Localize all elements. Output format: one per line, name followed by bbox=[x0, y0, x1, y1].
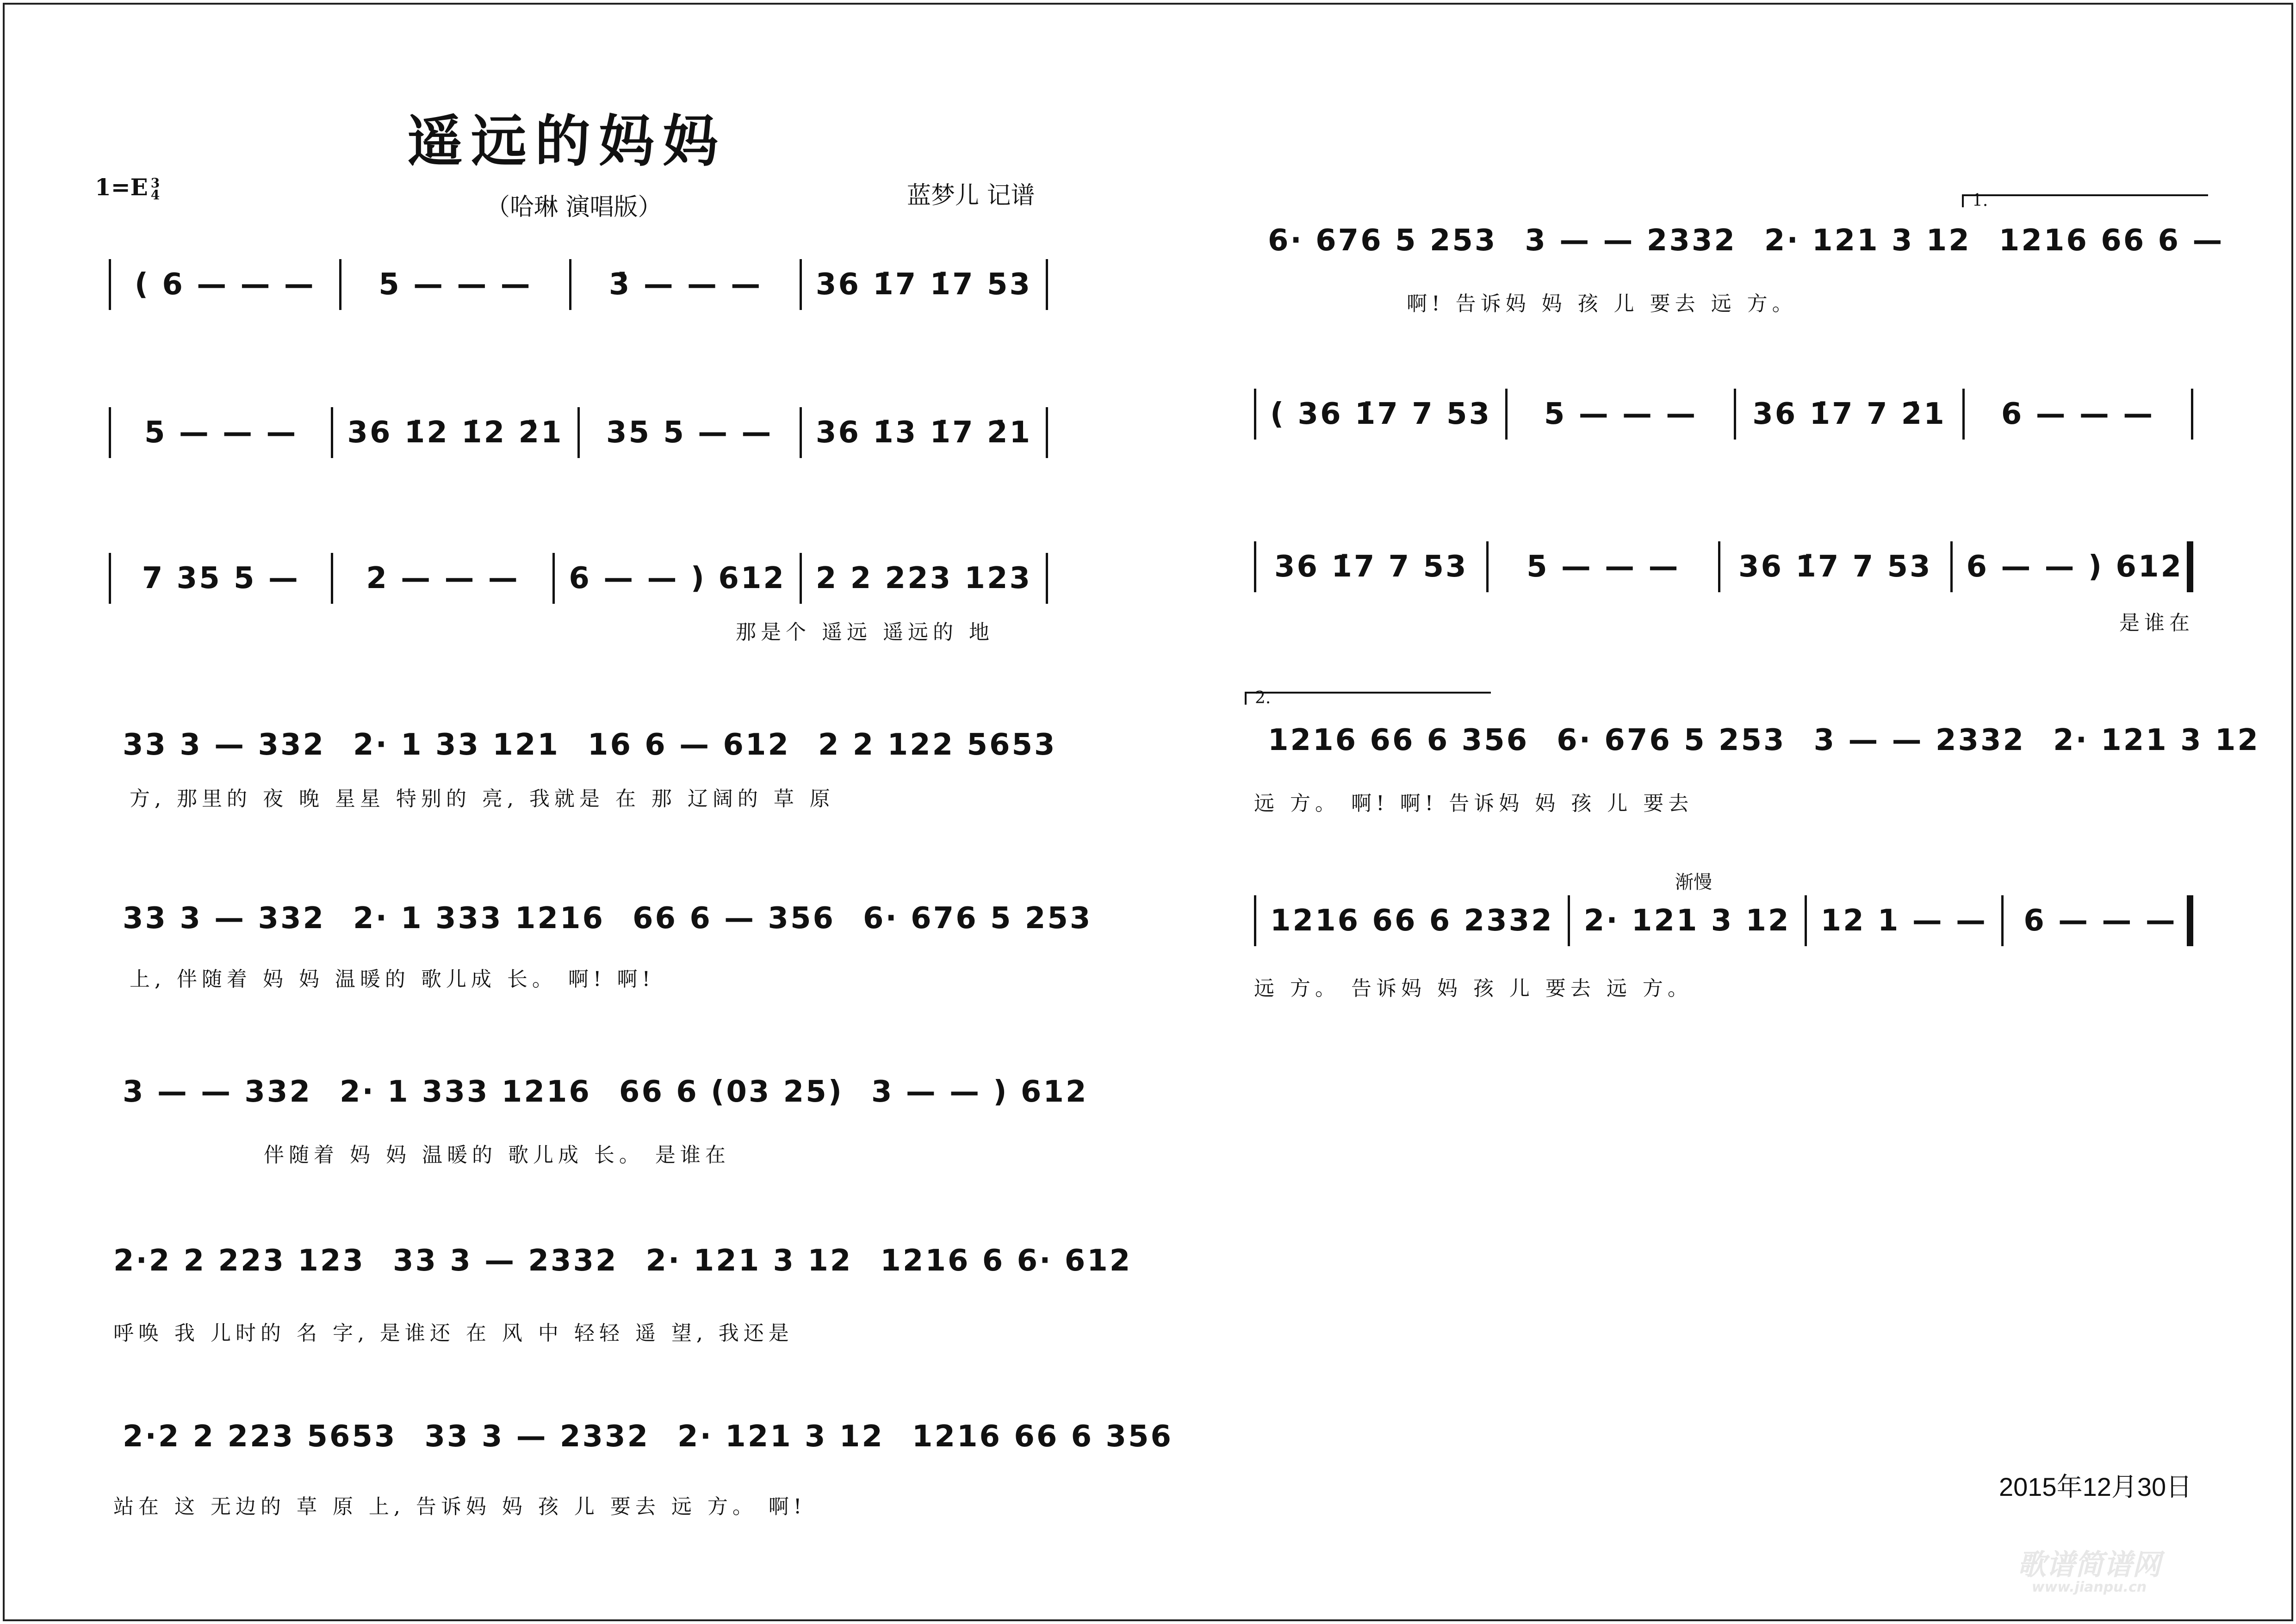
barline bbox=[109, 259, 111, 310]
watermark-url: www.jianpu.cn bbox=[2031, 1579, 2147, 1595]
measure: 2· 1 33 121 bbox=[353, 728, 560, 762]
measure: ( 6 — — — bbox=[134, 267, 316, 302]
transcriber: 蓝梦儿 记谱 bbox=[907, 182, 1035, 210]
tempo-mark: 渐慢 bbox=[1675, 872, 1712, 893]
measure: 35 5 — — bbox=[606, 415, 773, 450]
left-line-4 bbox=[95, 719, 1062, 789]
lyrics-line: 远 方。 啊! 啊! 告诉妈 妈 孩 儿 要去 bbox=[1254, 792, 1694, 815]
right-line-2-notes bbox=[1240, 389, 2207, 440]
measure: 6· 676 5 253 bbox=[1268, 223, 1497, 258]
lyrics-line: 啊! 告诉妈 妈 孩 儿 要去 远 方。 bbox=[1407, 292, 1797, 316]
measure: 2 — — — bbox=[366, 561, 520, 595]
right-line-1 bbox=[1240, 215, 2224, 285]
left-line-3-notes bbox=[95, 553, 1062, 604]
measure: 6 — — ) 612 bbox=[1966, 550, 2183, 584]
barline bbox=[800, 553, 802, 604]
lyrics-line: 伴随着 妈 妈 温暖的 歌儿成 长。 是谁在 bbox=[264, 1143, 730, 1167]
repeat-end bbox=[2187, 541, 2193, 592]
measure: 36 1̇7 7 53 bbox=[1274, 550, 1468, 584]
measure: 2· 121 3 12 bbox=[677, 1419, 884, 1454]
barline bbox=[339, 259, 341, 310]
barline bbox=[331, 553, 333, 604]
barline bbox=[1505, 389, 1508, 440]
time-signature bbox=[151, 177, 160, 201]
measure: 2 2 223 123 bbox=[815, 561, 1032, 595]
barline bbox=[1254, 895, 1256, 946]
measure: 36 1̇7 7 53 bbox=[1738, 550, 1932, 584]
measure: 33 3 — 332 bbox=[123, 728, 326, 762]
measure: 3 — — 2332 bbox=[1525, 223, 1737, 258]
barline bbox=[569, 259, 571, 310]
measure: 5 — — — bbox=[1544, 397, 1698, 431]
left-line-6-notes bbox=[95, 1066, 1088, 1117]
lyrics-line: 呼唤 我 儿时的 名 字, 是谁还 在 风 中 轻轻 遥 望, 我还是 bbox=[113, 1321, 794, 1345]
measure: 2· 1 333 1216 bbox=[339, 1075, 591, 1109]
measure: 1216 66 6 356 bbox=[1268, 723, 1529, 757]
measure: 12 1 — — bbox=[1820, 904, 1987, 938]
barline bbox=[331, 407, 333, 458]
barline bbox=[800, 407, 802, 458]
left-line-4-notes bbox=[95, 719, 1062, 770]
measure: 1216 66 6 2332 bbox=[1270, 904, 1554, 938]
measure: 5 — — — bbox=[144, 415, 298, 450]
measure: 2·2 2 223 123 bbox=[113, 1244, 365, 1278]
measure: 5 — — — bbox=[379, 267, 532, 302]
measure: 3 — — 332 bbox=[123, 1075, 312, 1109]
right-line-3 bbox=[1240, 541, 2207, 611]
measure: 1216 6 6· 612 bbox=[880, 1244, 1132, 1278]
measure: 2· 121 3 12 bbox=[1764, 223, 1971, 258]
barline bbox=[1805, 895, 1807, 946]
measure: 6 — — — bbox=[2023, 904, 2177, 938]
left-line-1 bbox=[95, 259, 1062, 329]
measure: 3̇ — — — bbox=[608, 267, 763, 302]
measure: 7 35 5 — bbox=[142, 561, 300, 595]
measure: 2· 121 3 12 bbox=[1583, 904, 1791, 938]
measure: 16 6 — 612 bbox=[587, 728, 790, 762]
barline bbox=[1950, 541, 1953, 592]
left-line-1-notes bbox=[95, 259, 1062, 310]
barline bbox=[1962, 389, 1965, 440]
left-line-5 bbox=[95, 893, 1092, 962]
barline bbox=[2001, 895, 2004, 946]
right-line-1-notes bbox=[1240, 215, 2224, 266]
measure: 66 6 (03 25) bbox=[619, 1075, 844, 1109]
measure: 33 3 — 2332 bbox=[424, 1419, 650, 1454]
measure: 5 — — — bbox=[1527, 550, 1680, 584]
barline bbox=[1046, 407, 1048, 458]
left-line-8 bbox=[95, 1411, 1173, 1481]
volta-1: 1. bbox=[1962, 194, 2208, 207]
measure: 2· 121 3 12 bbox=[2053, 723, 2260, 757]
barline bbox=[1254, 541, 1256, 592]
measure: 6· 676 5 253 bbox=[863, 901, 1092, 936]
measure: 6 — — ) 612 bbox=[569, 561, 786, 595]
measure: ( 36 1̇7 7 53 bbox=[1270, 397, 1492, 431]
measure: 6· 676 5 253 bbox=[1557, 723, 1786, 757]
right-line-4 bbox=[1240, 715, 2260, 784]
left-line-3 bbox=[95, 553, 1062, 622]
key-label: 1=E bbox=[95, 174, 148, 201]
lyrics-line: 上, 伴随着 妈 妈 温暖的 歌儿成 长。 啊! 啊! bbox=[130, 967, 655, 991]
measure: 66 6 — 356 bbox=[632, 901, 835, 936]
measure: 33 3 — 2332 bbox=[392, 1244, 618, 1278]
barline bbox=[109, 407, 111, 458]
measure: 1216 66 6 — bbox=[1998, 223, 2224, 258]
right-line-5-notes bbox=[1240, 895, 2207, 946]
measure: 36 1̇7 1̇7 53 bbox=[815, 267, 1032, 302]
time-sig-top: 3 bbox=[150, 175, 160, 191]
left-line-2-notes bbox=[95, 407, 1062, 458]
measure: 3 — — 2332 bbox=[1813, 723, 2026, 757]
barline bbox=[1718, 541, 1720, 592]
left-line-2 bbox=[95, 407, 1062, 477]
left-line-7-notes bbox=[95, 1235, 1132, 1286]
lyrics-line: 站在 这 无边的 草 原 上, 告诉妈 妈 孩 儿 要去 远 方。 啊! bbox=[113, 1495, 807, 1519]
volta-2: 2. bbox=[1245, 692, 1491, 705]
barline bbox=[577, 407, 580, 458]
measure: 2·2 2 223 5653 bbox=[123, 1419, 397, 1454]
measure: 3 — — ) 612 bbox=[871, 1075, 1088, 1109]
measure: 36 1̇7 7 2̇1 bbox=[1752, 397, 1946, 431]
barline bbox=[109, 553, 111, 604]
measure: 2· 121 3 12 bbox=[645, 1244, 853, 1278]
measure: 36 1̇2 1̇2 2̇1 bbox=[347, 415, 564, 450]
measure: 1216 66 6 356 bbox=[912, 1419, 1173, 1454]
lyrics-line: 远 方。 告诉妈 妈 孩 儿 要去 远 方。 bbox=[1254, 977, 1693, 1000]
barline bbox=[1046, 553, 1048, 604]
lyrics-line: 那是个 遥远 遥远的 地 bbox=[736, 620, 994, 644]
barline bbox=[1568, 895, 1570, 946]
measure: 36 1̇3 1̇7 2̇1 bbox=[815, 415, 1032, 450]
right-line-2 bbox=[1240, 389, 2207, 458]
measure: 33 3 — 332 bbox=[123, 901, 326, 936]
barline bbox=[1486, 541, 1489, 592]
measure: 2· 1 333 1216 bbox=[353, 901, 605, 936]
right-line-4-notes bbox=[1240, 715, 2260, 766]
watermark-main: 歌谱简谱网 bbox=[2017, 1548, 2161, 1581]
date-stamp: 2015年12月30日 bbox=[1999, 1472, 2192, 1501]
barline bbox=[552, 553, 555, 604]
site-watermark bbox=[2017, 1550, 2161, 1595]
barline bbox=[1046, 259, 1048, 310]
right-line-3-notes bbox=[1240, 541, 2207, 592]
song-subtitle: （哈琳 演唱版） bbox=[486, 193, 662, 221]
barline bbox=[800, 259, 802, 310]
barline bbox=[1254, 389, 1256, 440]
lyrics-line: 方, 那里的 夜 晚 星星 特别的 亮, 我就是 在 那 辽阔的 草 原 bbox=[130, 787, 835, 811]
left-line-8-notes bbox=[95, 1411, 1173, 1462]
key-signature bbox=[95, 174, 160, 201]
right-line-5 bbox=[1240, 895, 2207, 965]
measure: 6 — — — bbox=[2001, 397, 2155, 431]
barline bbox=[1734, 389, 1736, 440]
left-line-7 bbox=[95, 1235, 1132, 1305]
lyrics-line: 是谁在 bbox=[2119, 611, 2194, 635]
final-barline bbox=[2187, 895, 2193, 946]
left-line-6 bbox=[95, 1066, 1088, 1136]
measure: 2 2 122 5653 bbox=[818, 728, 1057, 762]
song-title: 遥远的妈妈 bbox=[407, 110, 726, 174]
time-sig-bottom: 4 bbox=[150, 187, 160, 203]
barline bbox=[2191, 389, 2193, 440]
left-line-5-notes bbox=[95, 893, 1092, 944]
